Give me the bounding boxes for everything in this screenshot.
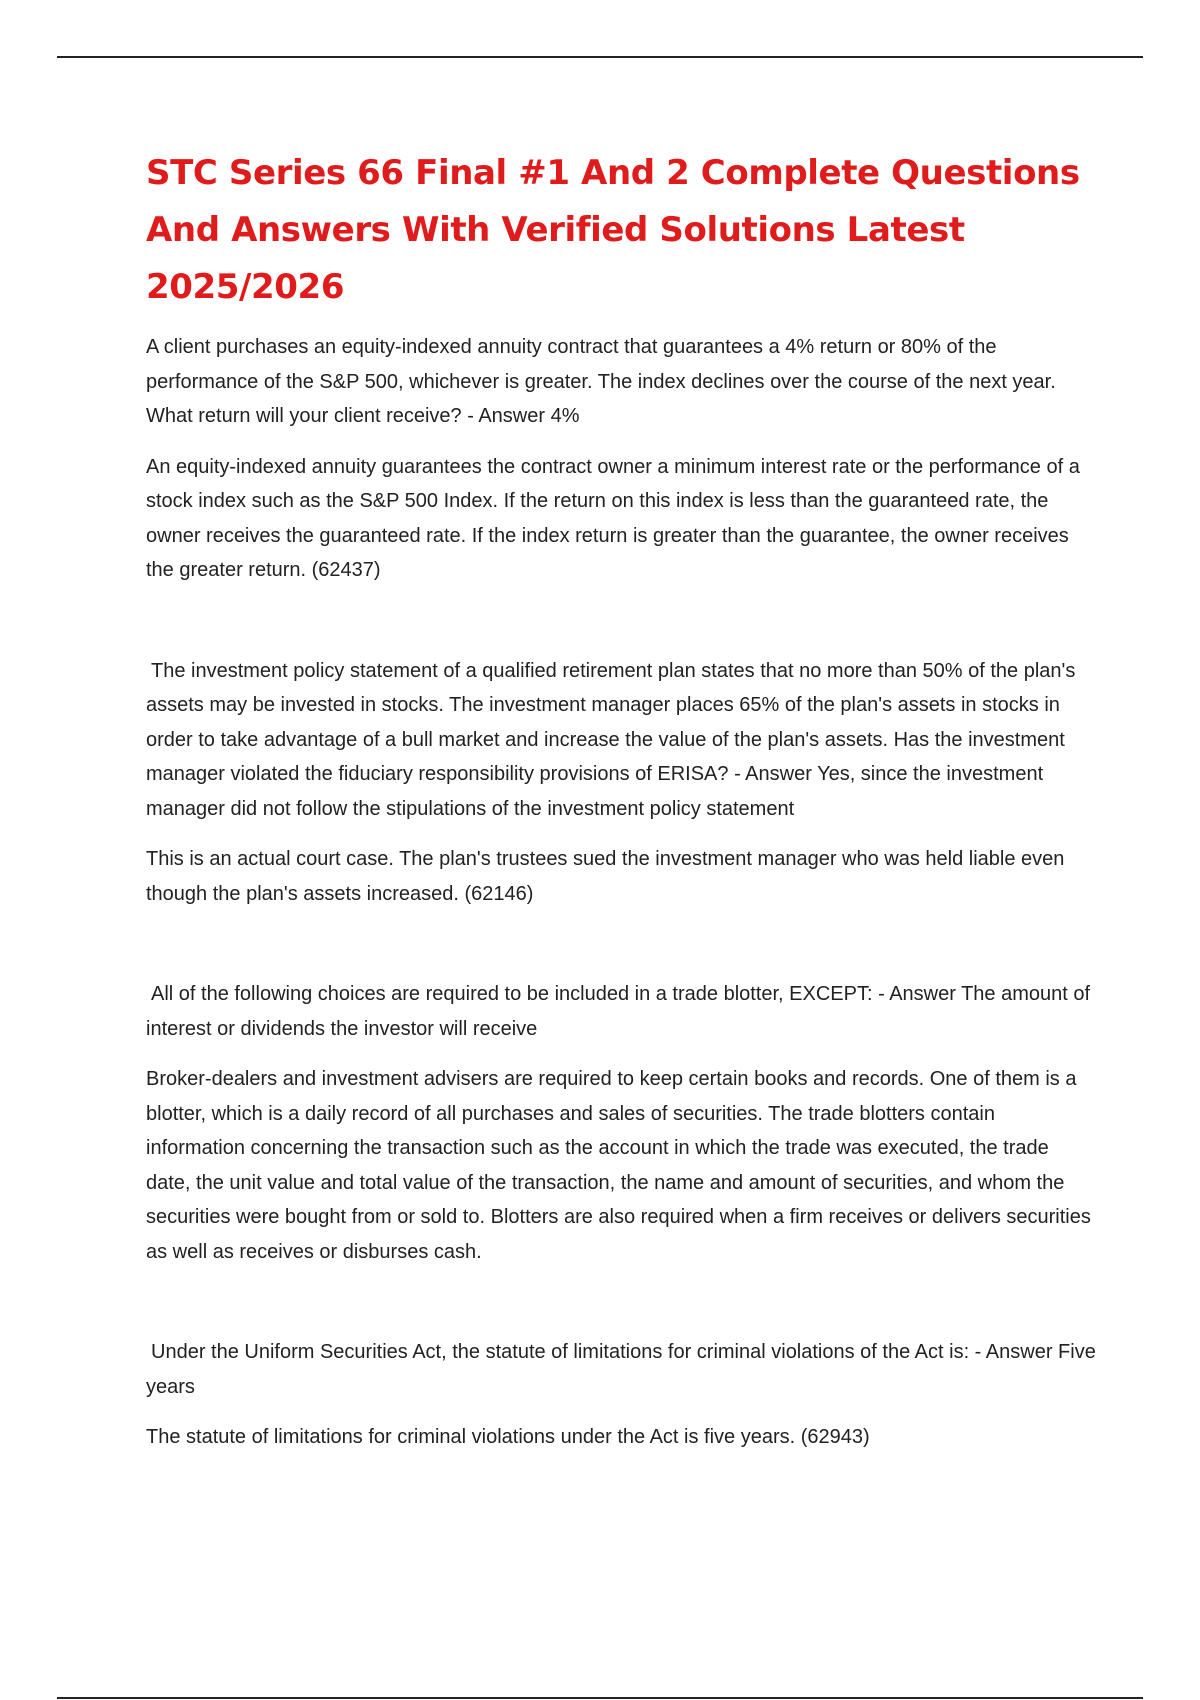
- footer-rule: [57, 1697, 1143, 1699]
- header-rule: [57, 56, 1143, 58]
- question-text: A client purchases an equity-indexed annuity contract that guarantees a 4% return or 80% of the performance of the S&P 500, whichever is greater. The index declines over the course of the next year. What return will your client receive? - Answer 4%: [146, 336, 1056, 427]
- document-body: [146, 145, 1096, 1455]
- explanation-text: This is an actual court case. The plan's trustees sued the investment manager who was held liable even though the plan's assets increased. (62146): [146, 848, 1065, 905]
- qa-block-3: [146, 977, 1096, 1269]
- question-text: All of the following choices are required to be included in a trade blotter, EXCEPT: - Answer The amount of interest or dividends the investor will receive: [146, 983, 1091, 1040]
- question-text: The investment policy statement of a qualified retirement plan states that no more than 50% of the plan's assets may be invested in stocks. The investment manager places 65% of the plan's assets in stocks in order to take advantage of a bull market and increase the value of the plan's assets. Has the investment manager violated the fiduciary responsibility provisions of ERISA? - Answer Yes, since the investment manager did not follow the stipulations of the investment policy statement: [146, 659, 1076, 820]
- explanation-text: The statute of limitations for criminal violations under the Act is five years. (62943): [146, 1426, 870, 1448]
- explanation-text: Broker-dealers and investment advisers are required to keep certain books and records. One of them is a blotter, which is a daily record of all purchases and sales of securities. The trade blotters contain information concerning the transaction such as the account in which the trade was executed, the trade date, the unit value and total value of the transaction, the name and amount of securities, and whom the securities were bought from or sold to. Blotters are also required when a firm receives or delivers securities as well as receives or disburses cash.: [146, 1068, 1091, 1263]
- document-title: STC Series 66 Final #1 And 2 Complete Questions And Answers With Verified Solutions Latest 2025/2026: [146, 153, 1080, 307]
- qa-block-2: [146, 654, 1096, 912]
- qa-block-4: [146, 1335, 1096, 1455]
- explanation-text: An equity-indexed annuity guarantees the contract owner a minimum interest rate or the performance of a stock index such as the S&P 500 Index. If the return on this index is less than the guaranteed rate, the owner receives the guaranteed rate. If the index return is greater than the guarantee, the owner receives the greater return. (62437): [146, 455, 1080, 581]
- question-text: Under the Uniform Securities Act, the statute of limitations for criminal violations of the Act is: - Answer Five years: [146, 1341, 1096, 1398]
- qa-block-1: [146, 330, 1096, 588]
